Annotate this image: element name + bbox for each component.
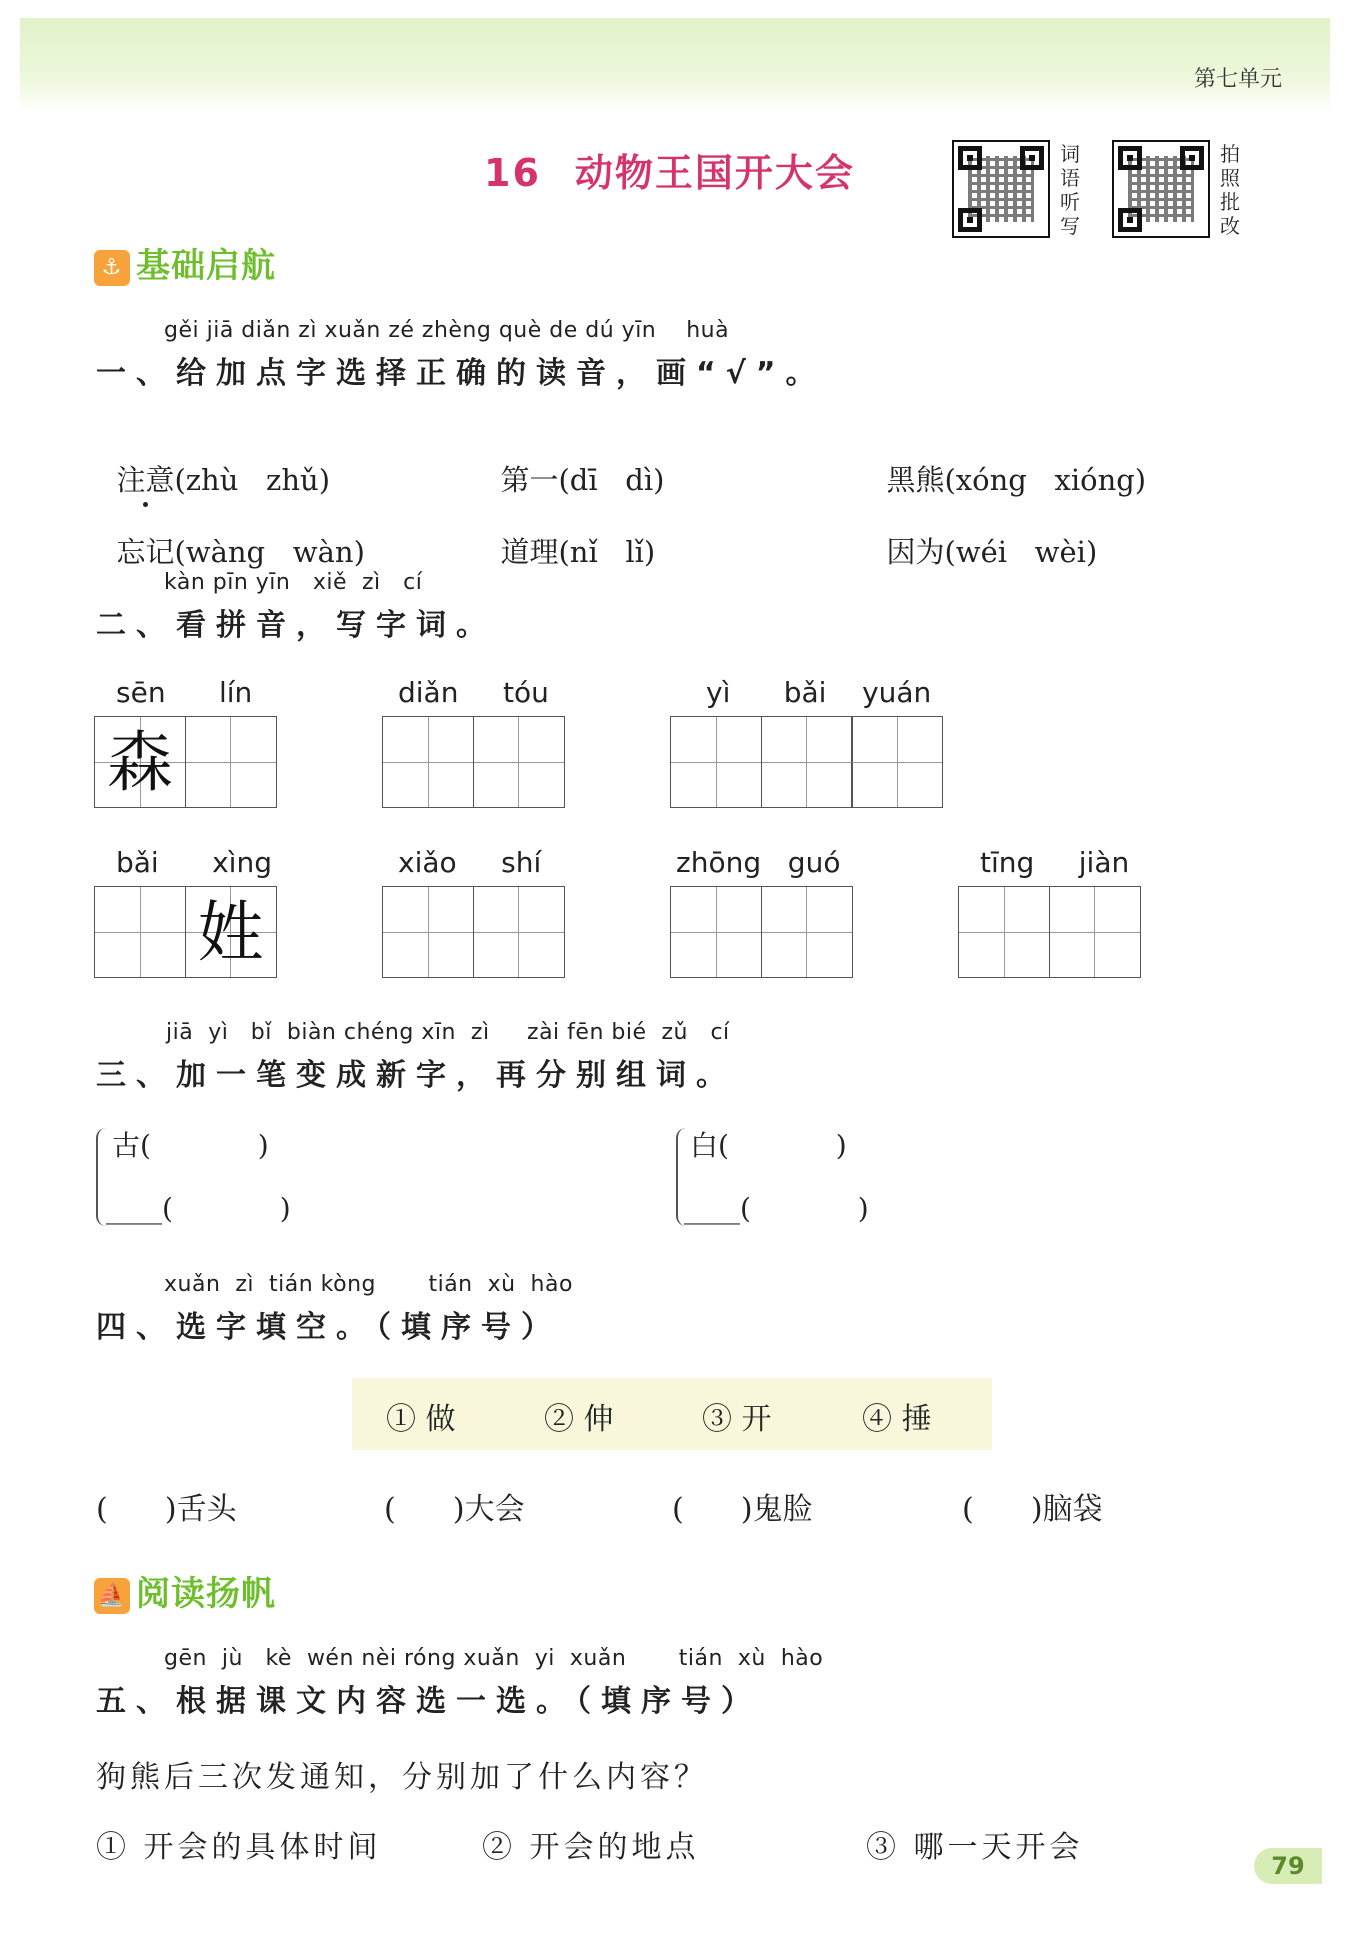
q5-option: ① 开会的具体时间 [96,1830,382,1865]
q1-item: 道理(nǐ lǐ) [500,535,656,569]
fill-blank[interactable]: ( )大会 [384,1492,525,1527]
fill-blank[interactable]: ( )鬼脸 [672,1492,813,1527]
q1-title: 一、给加点字选择正确的读音，画“√”。 [96,356,826,391]
q2-pinyin-word: zhōng guó [676,846,841,879]
q1-item: 注意(zhù zhǔ) [98,424,330,499]
q1-item: 第一(dī dì) [500,463,665,497]
q1-item: 黑熊(xóng xióng) [886,463,1147,497]
q2-pinyin: kàn pīn yīn xiě zì cí [164,570,423,595]
q5-title: 五、根据课文内容选一选。（填序号） [96,1684,761,1719]
q2-title: 二、看拼音，写字词。 [96,608,496,643]
q1-item: 忘记(wàng wàn) [116,535,365,569]
q5-pinyin: gēn jù kè wén nèi róng xuǎn yi xuǎn tián xù hào [164,1646,824,1671]
q5-option: ② 开会的地点 [482,1830,700,1865]
choice-item: ① 做 [386,1402,456,1437]
writing-grid[interactable] [958,886,1141,978]
q2-pinyin-word: sēn lín [116,676,253,709]
lesson-number: 16 [484,151,541,195]
fill-blank[interactable]: ( )舌头 [96,1492,237,1527]
choice-item: ④ 捶 [862,1402,932,1437]
sail-icon: ⛵ [94,1578,130,1614]
lesson-title-text: 动物王国开大会 [574,151,855,195]
qr-label-dictation: 词 语 听 写 [1060,142,1080,238]
q3-line1[interactable]: 白( ) [690,1129,847,1162]
writing-grid[interactable] [670,716,943,808]
q3-pinyin: jiā yì bǐ biàn chéng xīn zì zài fēn bié zǔ cí [166,1020,730,1045]
qr-label-photo-grading: 拍 照 批 改 [1220,142,1240,238]
qr-code-dictation[interactable] [952,140,1050,238]
q2-pinyin-word: diǎn tóu [398,676,549,709]
writing-grid[interactable] [670,886,853,978]
q4-pinyin: xuǎn zì tián kòng tián xù hào [164,1272,573,1297]
q3-line2[interactable]: ____( ) [684,1192,869,1225]
q2-pinyin-word: tīng jiàn [980,846,1130,879]
q5-option: ③ 哪一天开会 [866,1830,1084,1865]
writing-grid[interactable]: 姓 [94,886,277,978]
writing-grid[interactable] [382,716,565,808]
choice-item: ② 伸 [544,1402,614,1437]
page-number: 79 [1254,1848,1322,1884]
section-basic-heading: ⚓ 基础启航 [94,238,276,287]
q2-pinyin-word: xiǎo shí [398,846,542,879]
q5-question: 狗熊后三次发通知，分别加了什么内容？ [96,1760,708,1795]
fill-blank[interactable]: ( )脑袋 [962,1492,1103,1527]
qr-code-photo-grading[interactable] [1112,140,1210,238]
section-reading-heading: ⛵ 阅读扬帆 [94,1566,276,1615]
q3-line1[interactable]: 古( ) [112,1129,269,1162]
q4-title: 四、选字填空。（填序号） [96,1310,561,1345]
q2-pinyin-word: yì bǎi yuán [706,676,932,709]
anchor-icon: ⚓ [94,250,130,286]
q1-pinyin: gěi jiā diǎn zì xuǎn zé zhèng què de dú yīn huà [164,318,730,343]
writing-grid[interactable]: 森 [94,716,277,808]
q3-title: 三、加一笔变成新字，再分别组词。 [96,1058,736,1093]
unit-label: 第七单元 [1193,67,1282,92]
header-band [20,18,1330,113]
writing-grid[interactable] [382,886,565,978]
choice-item: ③ 开 [702,1402,772,1437]
q3-line2[interactable]: ____( ) [106,1192,291,1225]
q1-item: 因为(wéi wèi) [886,535,1098,569]
q2-pinyin-word: bǎi xìng [116,846,272,879]
lesson-title [484,142,855,197]
